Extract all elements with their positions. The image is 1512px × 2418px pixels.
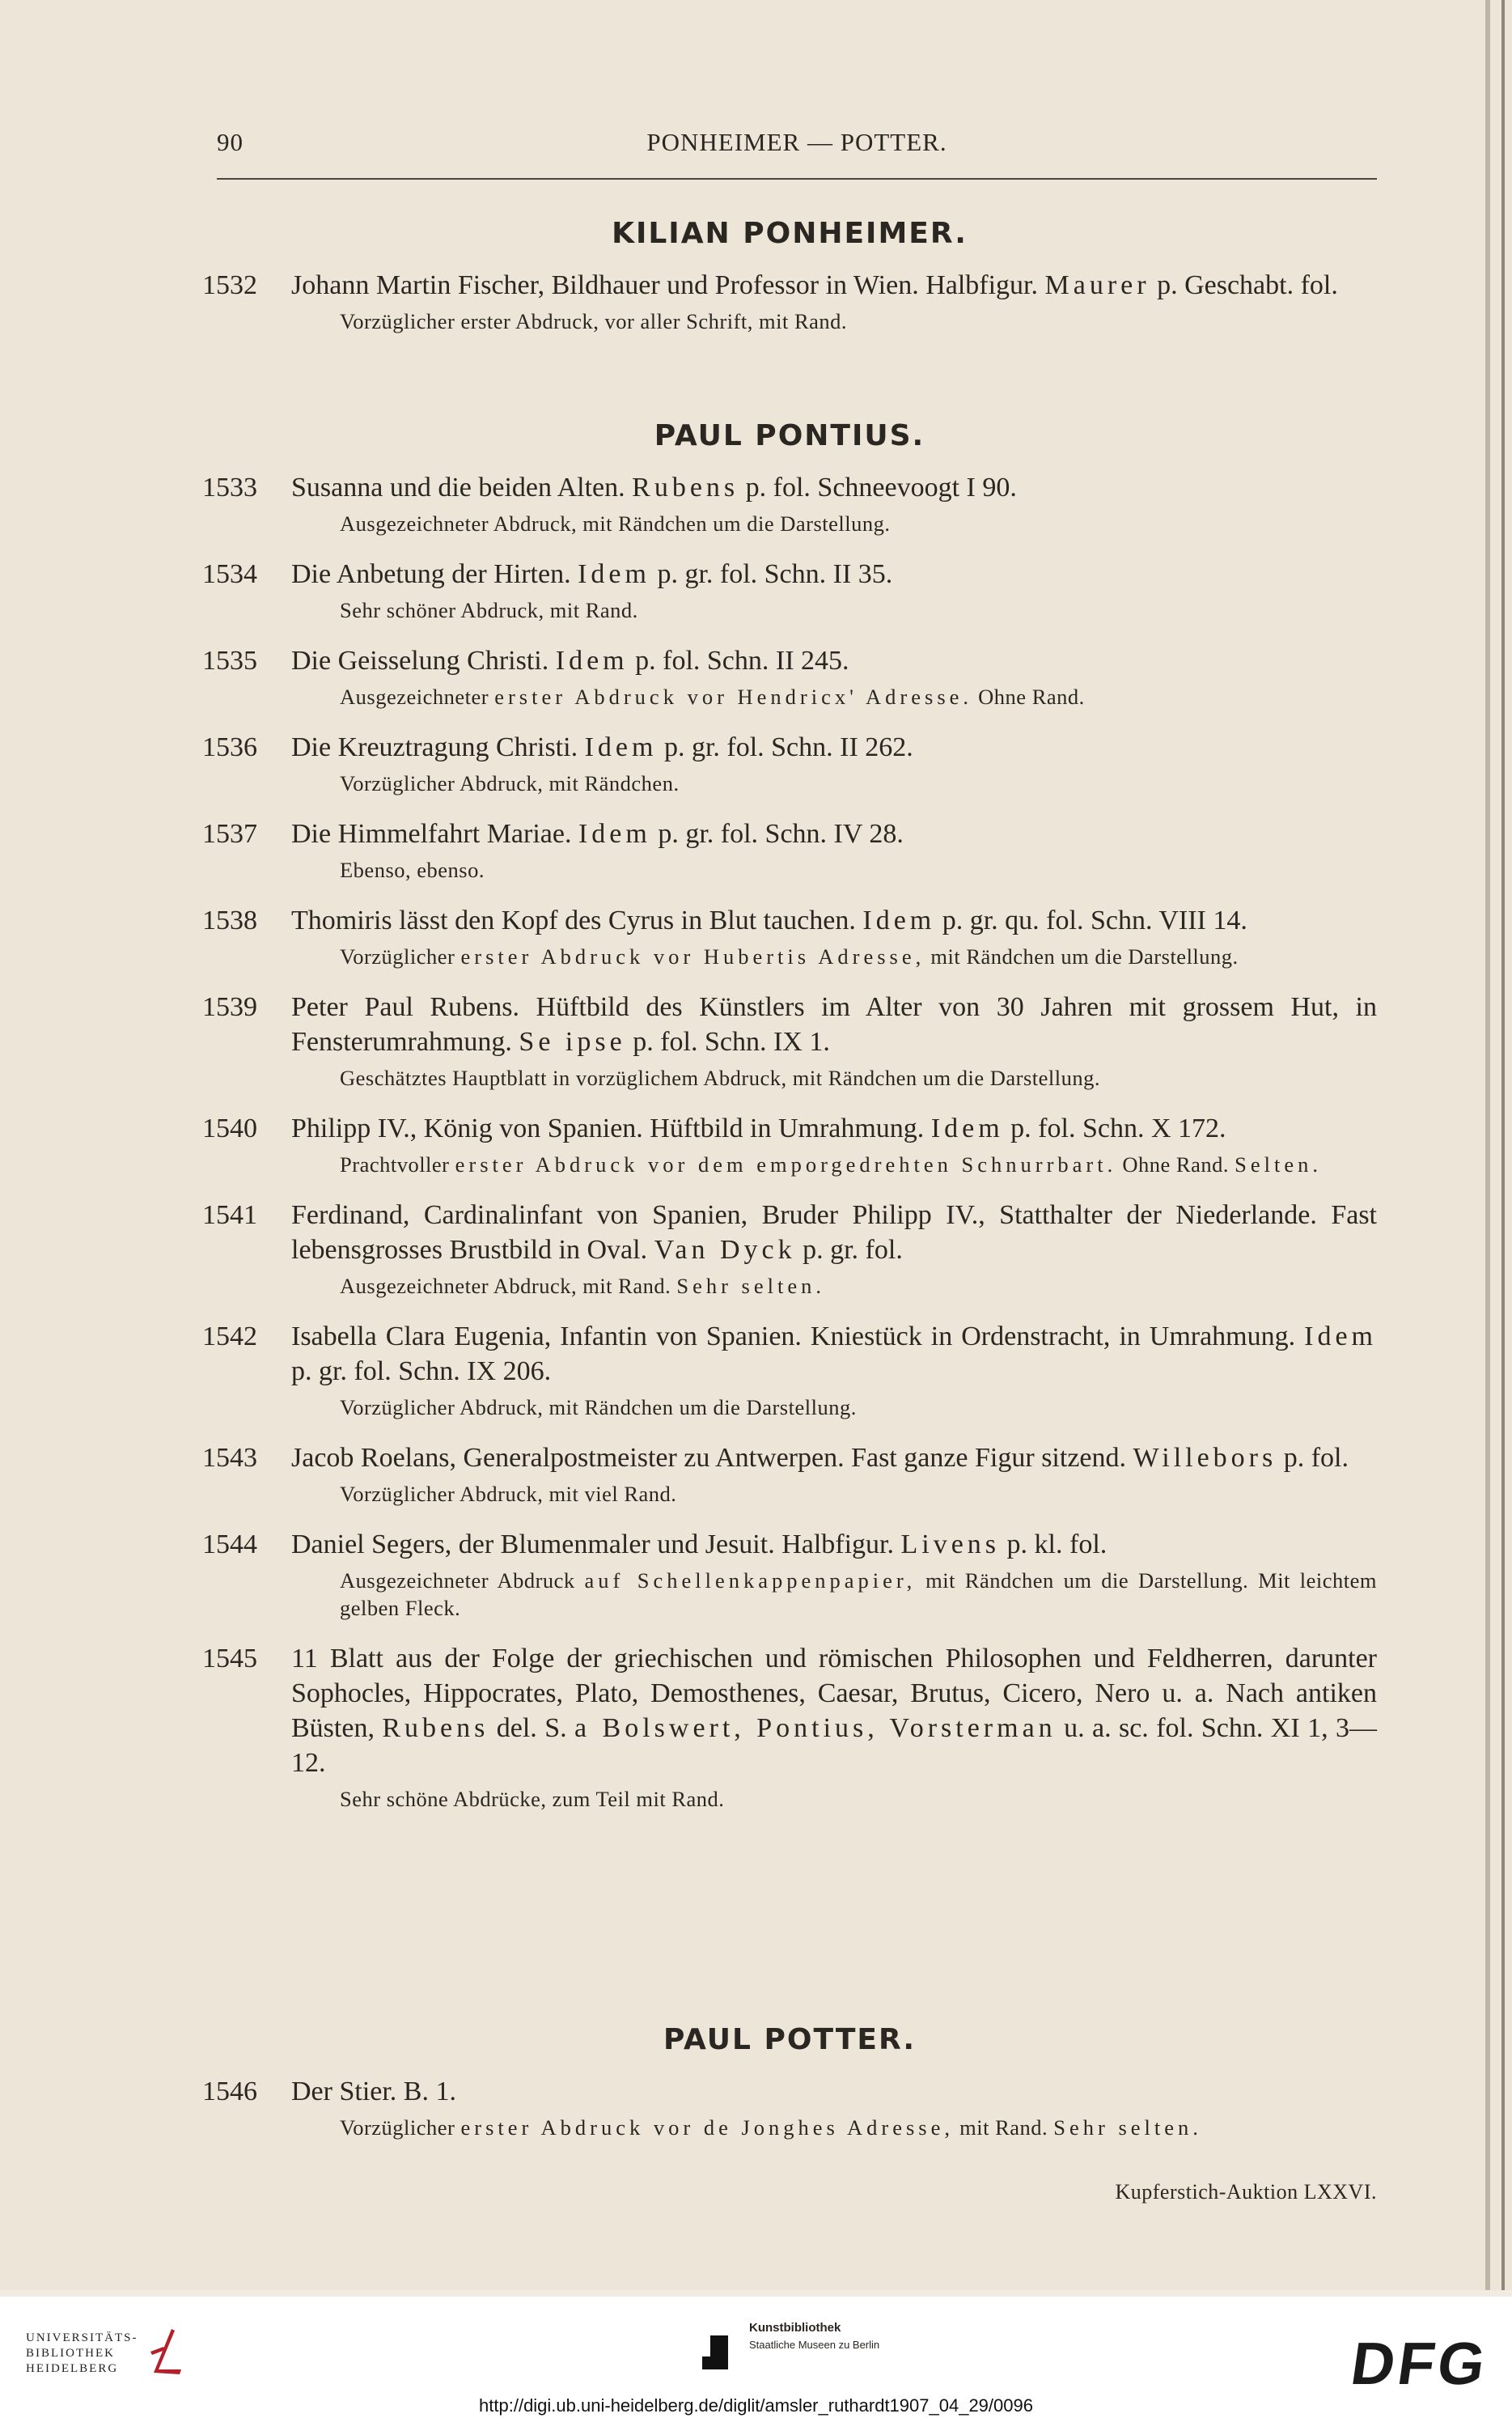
entry-text-tail: p. gr. fol. Schn. IX 206. — [291, 1356, 552, 1386]
entry-artist: Rubens — [382, 1713, 489, 1743]
note-emphasis: erster Abdruck vor dem emporgedrehten Schnurrbart. — [455, 1152, 1117, 1177]
entry-text-mid: del. S. — [489, 1713, 575, 1743]
entry-note: Geschätztes Hauptblatt in vorzüglichem Abdruck, mit Rändchen um die Darstellung. — [340, 1066, 1101, 1090]
running-title: PONHEIMER — POTTER. — [646, 128, 947, 156]
entry-text: Die Himmelfahrt Mariae. — [291, 819, 578, 849]
lot-number: 1545 — [202, 1644, 257, 1674]
entry-note: Sehr schöne Abdrücke, zum Teil mit Rand. — [340, 1787, 725, 1811]
entry-text-tail: p. fol. Schn. II 245. — [628, 646, 849, 676]
note-text-tail: mit Rändchen um die Darstellung. Mit leichtem gelben Fleck. — [340, 1568, 1377, 1620]
kunstbibliothek-icon — [696, 2324, 735, 2373]
catalog-entry — [202, 1198, 1377, 1300]
section-heading: PAUL POTTER. — [663, 2023, 917, 2056]
entry-text-tail: p. fol. Schn. X 172. — [1003, 1114, 1226, 1143]
dfg-logo[interactable]: DFG — [1346, 2330, 1493, 2397]
entry-description — [291, 470, 1377, 505]
permalink-url[interactable]: http://digi.ub.uni-heidelberg.de/diglit/amsler_ruthardt1907_04_29/0096 — [479, 2395, 1033, 2416]
note-text-tail: Ohne Rand. — [972, 685, 1085, 709]
university-logo-icon[interactable] — [147, 2323, 188, 2379]
entry-artist: Se ipse — [519, 1027, 626, 1057]
entry-description — [291, 643, 1377, 678]
entry-description — [291, 1440, 1377, 1475]
lot-number: 1539 — [202, 992, 257, 1022]
entry-note: Sehr schöner Abdruck, mit Rand. — [340, 598, 638, 622]
entry-note — [291, 1151, 1377, 1178]
entry-note: Ebenso, ebenso. — [340, 858, 485, 882]
kunstbibliothek-subtitle: Staatliche Museen zu Berlin — [749, 2339, 880, 2351]
entry-description — [291, 1527, 1377, 1562]
entry-text: Die Geisselung Christi. — [291, 646, 556, 676]
entry-text: Philipp IV., König von Spanien. Hüftbild in Umrahmung. — [291, 1114, 931, 1143]
catalog-entry — [202, 268, 1377, 335]
catalog-entry — [202, 470, 1377, 537]
section-heading: PAUL PONTIUS. — [654, 419, 925, 452]
university-library-label[interactable] — [26, 2331, 138, 2377]
note-text: Prachtvoller — [340, 1152, 455, 1177]
entry-text-tail: p. fol. Schn. IX 1. — [625, 1027, 830, 1057]
repository-footer — [0, 2297, 1512, 2418]
entry-artist: Livens — [900, 1529, 1001, 1559]
catalog-entry — [202, 1319, 1377, 1421]
lot-number: 1532 — [202, 270, 257, 300]
catalog-entry — [202, 903, 1377, 970]
lot-number: 1537 — [202, 819, 257, 849]
catalog-entry — [202, 1527, 1377, 1622]
note-text: Vorzüglicher — [340, 944, 461, 969]
note-text: Vorzüglicher — [340, 2115, 461, 2140]
entry-artist: Rubens — [632, 473, 739, 503]
catalog-entry — [202, 557, 1377, 624]
entry-text: Thomiris lässt den Kopf des Cyrus in Blut tauchen. — [291, 906, 863, 935]
catalog-entry — [202, 817, 1377, 884]
entry-note — [291, 1567, 1377, 1622]
catalog-entry — [202, 1111, 1377, 1178]
note-text-tail: Ohne Rand. — [1116, 1152, 1235, 1177]
note-emphasis: erster Abdruck vor Hubertis Adresse, — [460, 944, 925, 969]
lot-number: 1533 — [202, 473, 257, 503]
entry-text: Peter Paul Rubens. Hüftbild des Künstlers im Alter von 30 Jahren mit grossem Hut, in Fensterumrahmung. — [291, 992, 1377, 1057]
entry-text-tail: p. fol. Schneevoogt I 90. — [739, 473, 1017, 503]
page-number: 90 — [217, 128, 244, 156]
lot-number: 1544 — [202, 1529, 257, 1559]
entry-description — [291, 903, 1377, 938]
entry-description: Der Stier. B. 1. — [291, 2077, 456, 2106]
entry-note: Vorzüglicher Abdruck, mit Rändchen. — [340, 771, 680, 795]
entry-text: Jacob Roelans, Generalpostmeister zu Antwerpen. Fast ganze Figur sitzend. — [291, 1443, 1133, 1473]
catalog-entry — [202, 2074, 1377, 2141]
entry-artist: Idem — [555, 646, 629, 676]
entry-description — [291, 730, 1377, 765]
catalog-entry — [202, 1641, 1377, 1813]
catalog-entry — [202, 990, 1377, 1092]
catalog-entry — [202, 730, 1377, 797]
entry-text: Ferdinand, Cardinalinfant von Spanien, Bruder Philipp IV., Statthalter der Niederlande. Fast lebensgrosses Brustbild in Oval. — [291, 1200, 1377, 1265]
entry-engravers: a Bolswert, Pontius, Vorsterman — [574, 1713, 1057, 1743]
section-potter — [202, 2023, 1377, 2161]
university-line-2: BIBLIOTHEK — [26, 2347, 115, 2360]
entry-artist: Idem — [930, 1114, 1004, 1143]
entry-text: Die Kreuztragung Christi. — [291, 732, 585, 762]
entry-description — [291, 1641, 1377, 1780]
lot-number: 1541 — [202, 1200, 257, 1230]
page-edge-shadow-dark — [1501, 0, 1505, 2290]
entry-note: Vorzüglicher erster Abdruck, vor aller Schrift, mit Rand. — [340, 309, 848, 333]
note-text-tail: mit Rändchen um die Darstellung. — [925, 944, 1239, 969]
entry-artist: Willebors — [1133, 1443, 1277, 1473]
note-text: Ausgezeichneter — [340, 685, 495, 709]
catalog-entry — [202, 643, 1377, 711]
entry-artist: Idem — [578, 819, 651, 849]
entry-description — [291, 1319, 1377, 1389]
entry-note — [291, 683, 1377, 711]
kunstbibliothek-name: Kunstbibliothek — [749, 2321, 841, 2335]
entry-text-tail: p. gr. fol. Schn. II 262. — [657, 732, 913, 762]
running-header — [217, 128, 1377, 163]
entry-description — [291, 817, 1377, 851]
entry-artist: Maurer — [1044, 270, 1150, 300]
entry-text-tail: u. a. sc. fol. Schn. XI 1, 3—12. — [291, 1713, 1377, 1778]
entry-note — [291, 2114, 1377, 2141]
section-heading: KILIAN PONHEIMER. — [612, 217, 968, 250]
lot-number: 1535 — [202, 646, 257, 676]
entry-description — [291, 1111, 1377, 1146]
entry-text-tail: p. Geschabt. fol. — [1150, 270, 1338, 300]
note-text-tail: mit Rand. — [954, 2115, 1054, 2140]
lot-number: 1543 — [202, 1443, 257, 1473]
lot-number: 1540 — [202, 1114, 257, 1143]
note-text: Ausgezeichneter Abdruck — [340, 1568, 585, 1593]
catalog-entry — [202, 1440, 1377, 1508]
entry-text-tail: p. gr. fol. Schn. II 35. — [650, 559, 893, 589]
university-line-3: HEIDELBERG — [26, 2362, 119, 2375]
entry-artist: Idem — [1304, 1321, 1377, 1351]
entry-note — [291, 1272, 1377, 1300]
note-emphasis: Sehr selten. — [676, 1274, 825, 1298]
lot-number: 1538 — [202, 906, 257, 935]
entry-description — [291, 990, 1377, 1059]
lot-number: 1534 — [202, 559, 257, 589]
university-line-1: UNIVERSITÄTS- — [26, 2331, 138, 2344]
entry-artist: Idem — [584, 732, 658, 762]
entry-artist: Idem — [578, 559, 650, 589]
note-emphasis: erster Abdruck vor Hendricx' Adresse. — [494, 685, 973, 709]
note-emphasis-rarity: Selten. — [1235, 1152, 1322, 1177]
entry-note: Vorzüglicher Abdruck, mit viel Rand. — [340, 1482, 677, 1506]
page-edge-shadow — [1485, 0, 1490, 2290]
lot-number: 1542 — [202, 1321, 257, 1351]
entry-text-tail: p. gr. fol. — [795, 1235, 903, 1265]
header-rule — [217, 178, 1377, 180]
lot-number: 1546 — [202, 2077, 257, 2106]
entry-text: 11 Blatt aus der Folge der griechischen und römischen Philosophen und Feldherren, darunter Sophocles, Hippocrates, Plato, Demosthenes, Caesar, Brutus, Cicero, Nero u. a. Nach antiken Büsten, — [291, 1644, 1377, 1743]
entry-text: Die Anbetung der Hirten. — [291, 559, 578, 589]
note-emphasis: erster Abdruck vor de Jonghes Adresse, — [460, 2115, 954, 2140]
note-text: Ausgezeichneter Abdruck, mit Rand. — [340, 1274, 677, 1298]
entry-note — [291, 943, 1377, 970]
lot-number: 1536 — [202, 732, 257, 762]
entry-artist: Idem — [862, 906, 936, 935]
section-pontius — [202, 419, 1377, 1832]
catalog-footer: Kupferstich-Auktion LXXVI. — [1115, 2180, 1377, 2204]
entry-text: Isabella Clara Eugenia, Infantin von Spanien. Kniestück in Ordenstracht, in Umrahmung. — [291, 1321, 1305, 1351]
entry-artist: Van Dyck — [654, 1235, 796, 1265]
entry-description — [291, 268, 1377, 303]
entry-text-tail: p. gr. fol. Schn. IV 28. — [650, 819, 904, 849]
entry-description — [291, 1198, 1377, 1267]
entry-text-tail: p. gr. qu. fol. Schn. VIII 14. — [935, 906, 1247, 935]
note-emphasis: auf Schellenkappenpapier, — [584, 1568, 917, 1593]
entry-text: Daniel Segers, der Blumenmaler und Jesuit. Halbfigur. — [291, 1529, 901, 1559]
section-ponheimer — [202, 217, 1377, 354]
entry-text-tail: p. fol. — [1277, 1443, 1349, 1473]
entry-text-tail: p. kl. fol. — [1000, 1529, 1108, 1559]
note-emphasis-rarity: Sehr selten. — [1053, 2115, 1202, 2140]
entry-description — [291, 557, 1377, 592]
entry-note: Ausgezeichneter Abdruck, mit Rändchen um die Darstellung. — [340, 511, 891, 536]
entry-note: Vorzüglicher Abdruck, mit Rändchen um die Darstellung. — [340, 1395, 857, 1419]
entry-text: Susanna und die beiden Alten. — [291, 473, 633, 503]
entry-text: Johann Martin Fischer, Bildhauer und Professor in Wien. Halbfigur. — [291, 270, 1045, 300]
